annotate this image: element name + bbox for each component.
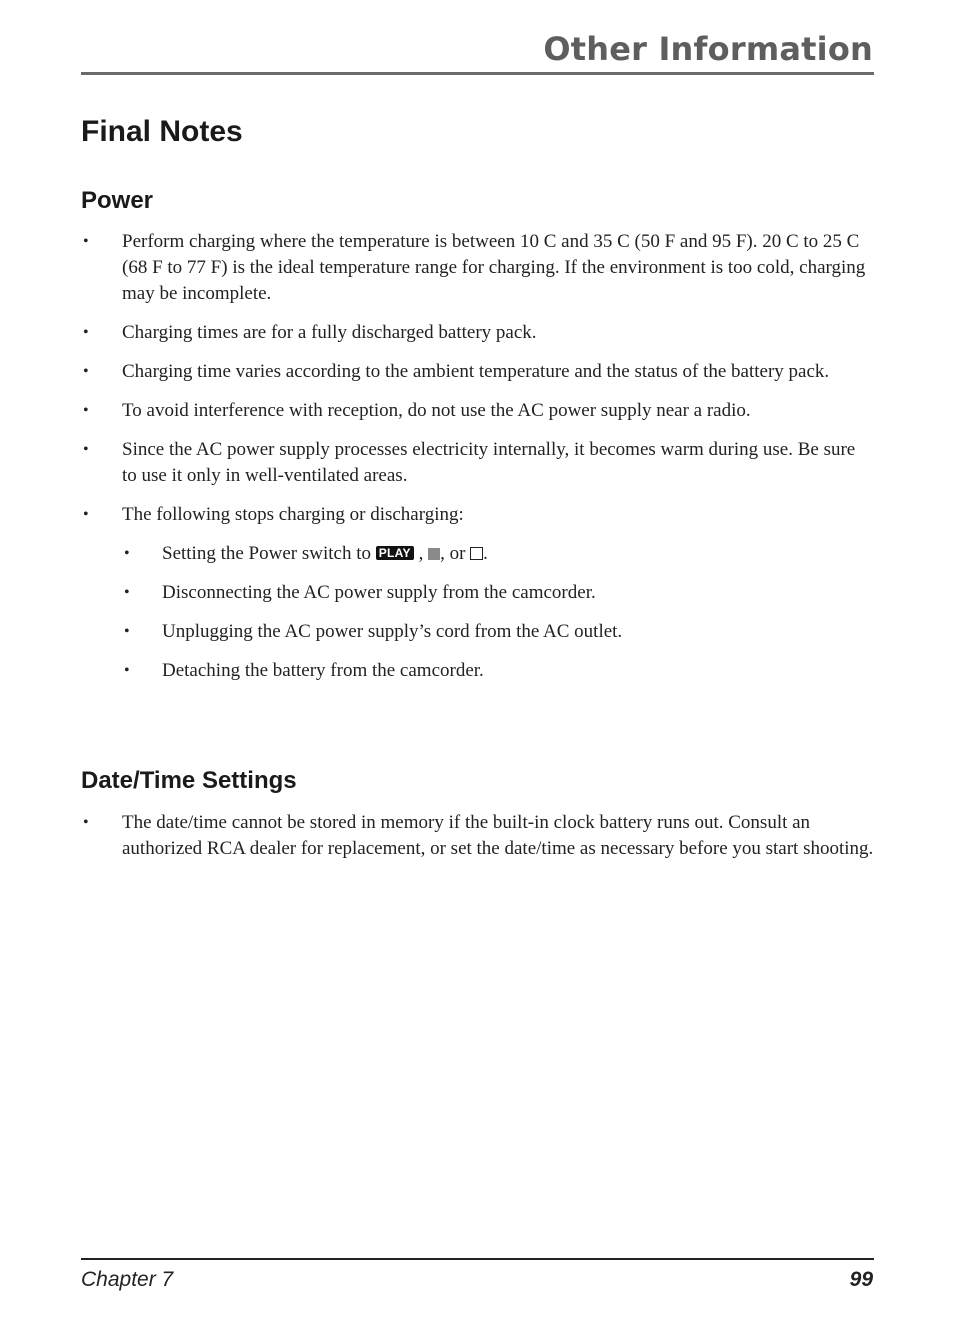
header-rule: [81, 72, 874, 75]
section-header-title: Other Information: [543, 30, 873, 68]
bullet: •: [83, 814, 89, 831]
list-item: • Setting the Power switch to PLAY , , or .: [122, 541, 874, 567]
datetime-list: [81, 810, 874, 875]
stop-conditions-list: [122, 541, 874, 684]
bullet: •: [124, 584, 130, 601]
page-title: Final Notes: [81, 115, 243, 148]
list-item: • Disconnecting the AC power supply from the camcorder.: [122, 580, 874, 606]
bullet: •: [83, 402, 89, 419]
page-number: 99: [849, 1268, 873, 1291]
power-list: [81, 229, 874, 697]
bullet: •: [83, 324, 89, 341]
bullet: •: [124, 545, 130, 562]
power-heading: Power: [81, 187, 154, 214]
list-item: • To avoid interference with reception, do not use the AC power supply near a radio.: [81, 398, 874, 424]
bullet: •: [83, 233, 89, 250]
list-item: • Detaching the battery from the camcorder.: [122, 658, 874, 684]
list-item: • Charging times are for a fully discharged battery pack.: [81, 320, 874, 346]
list-item: • Perform charging where the temperature is between 10 C and 35 C (50 F and 95 F). 20 C to 25 C (68 F to 77 F) is the ideal temperature range for charging. If the environment is too cold, charging may be incomplete.: [83, 231, 866, 304]
list-item: • Unplugging the AC power supply’s cord from the AC outlet.: [122, 619, 874, 645]
list-item: • Since the AC power supply processes electricity internally, it becomes warm during use. Be sure to use it only in well-ventilated areas.: [83, 439, 856, 486]
still-mode-icon: [470, 547, 483, 560]
bullet: •: [124, 623, 130, 640]
bullet: •: [83, 506, 89, 523]
list-item: • Charging time varies according to the ambient temperature and the status of the battery pack.: [81, 359, 874, 385]
bullet: •: [83, 363, 89, 380]
bullet: •: [83, 441, 89, 458]
list-item: • The following stops charging or discharging: • Setting the Power switch to PLAY , , or . • Disconnecting the AC power supply from the camcorder. • Unplugging the AC power supply’s cord from the AC outlet. • Detaching the battery from the camcorder.: [81, 502, 874, 684]
datetime-heading: Date/Time Settings: [81, 767, 297, 794]
list-item: • The date/time cannot be stored in memory if the built-in clock battery runs out. Consult an authorized RCA dealer for replacement, or set the date/time as necessary before you start shooting.: [83, 812, 874, 859]
footer-chapter: Chapter 7: [81, 1268, 174, 1291]
footer-rule: [81, 1258, 874, 1260]
play-mode-icon: PLAY: [376, 546, 414, 560]
camera-mode-icon: [428, 548, 440, 560]
bullet: •: [124, 662, 130, 679]
